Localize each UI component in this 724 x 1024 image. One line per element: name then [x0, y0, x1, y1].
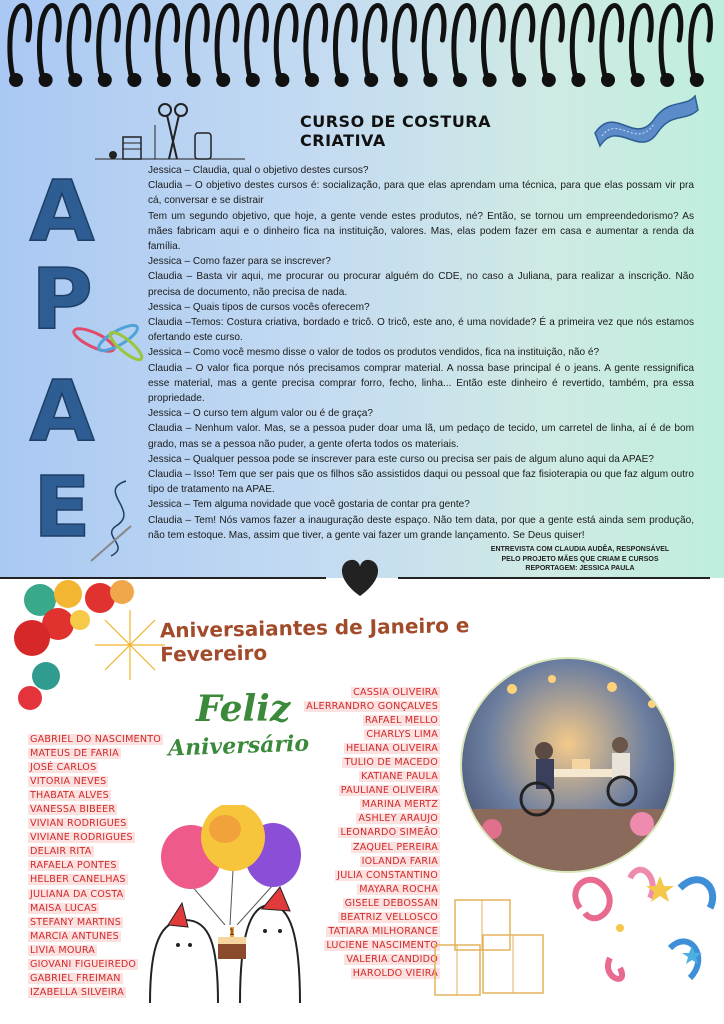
birthday-name: HELBER CANELHAS	[30, 874, 126, 886]
binding-hole-icon	[512, 73, 526, 87]
spiral-binding-ring-icon	[543, 6, 563, 80]
article-credits	[480, 545, 680, 574]
binding-hole-icon	[9, 73, 23, 87]
birthday-name: GABRIEL FREIMAN	[30, 972, 121, 984]
birthday-name: HAROLDO VIEIRA	[352, 967, 438, 979]
birthday-name: VALERIA CANDIDO	[346, 953, 438, 965]
birthday-name: JULIA CONSTANTINO	[337, 869, 438, 881]
interview-text	[148, 163, 694, 543]
apae-letter-text: P	[31, 258, 93, 338]
binding-hole-icon	[571, 73, 585, 87]
birthday-name: GABRIEL DO NASCIMENTO	[30, 734, 162, 745]
binding-hole-icon	[275, 73, 289, 87]
spiral-binding-ring-icon	[602, 6, 622, 80]
interview-line: Claudia – Nenhum valor. Mas, se a pessoa puder doar uma lã, um pedaço de tecido, um carretel de linha, aí é de bom grado, mas se a pessoa não puder, a gente oferta todos os materiais.	[148, 423, 694, 450]
birthday-name: IOLANDA FARIA	[361, 855, 438, 867]
credit-line: PELO PROJETO MÃES QUE CRIAM E CURSOS	[501, 555, 659, 563]
spiral-binding-ring-icon	[217, 6, 237, 80]
spiral-binding-ring-icon	[572, 6, 592, 80]
spiral-binding-ring-icon	[128, 6, 148, 80]
birthday-section-title: Aniversaiantes de Janeiro e Fevereiro	[159, 613, 470, 667]
spiral-binding-ring-icon	[188, 6, 208, 80]
birthday-name: JOSÉ CARLOS	[30, 762, 97, 774]
heart-icon	[338, 558, 382, 598]
spiral-binding-ring-icon	[158, 6, 178, 80]
spiral-binding-ring-icon	[276, 6, 296, 80]
interview-line: Jessica – Tem alguma novidade que você gostaria de contar pra gente?	[148, 499, 470, 511]
spiral-binding-ring-icon	[365, 6, 385, 80]
apae-letter-text: E	[33, 466, 91, 546]
interview-line: Jessica – Como fazer para se inscrever?	[148, 256, 331, 268]
binding-hole-icon	[690, 73, 704, 87]
birthday-name: MATEUS DE FARIA	[30, 748, 119, 760]
spiral-binding-ring-icon	[306, 6, 326, 80]
birthday-name: BEATRIZ VELLOSCO	[340, 911, 438, 923]
binding-hole-icon	[305, 73, 319, 87]
birthday-names-right	[300, 686, 440, 981]
spiral-binding	[0, 0, 724, 92]
confetti-icon	[560, 848, 724, 998]
interview-line: Claudia – Basta vir aqui, me procurar ou procurar alguém do CDE, no caso a Juliana, para realizar a inscrição. Não precisa de documento, não precisa de nada.	[148, 271, 694, 298]
interview-line: Jessica – Qualquer pessoa pode se inscrever para este curso ou precisa ser pais de algum aluno aqui da APAE?	[148, 453, 654, 465]
binding-hole-icon	[660, 73, 674, 87]
spiral-binding-ring-icon	[40, 6, 60, 80]
birthday-name: MARINA MERTZ	[361, 799, 438, 811]
birthday-name: LIVIA MOURA	[30, 944, 96, 956]
birthday-name: DELAIR RITA	[30, 846, 92, 858]
spiral-binding-ring-icon	[424, 6, 444, 80]
binding-hole-icon	[216, 73, 230, 87]
interview-line: Claudia – O valor fica porque nós precisamos comprar material. A nossa base principal é o jeans. A gente ressignifica esse material, mas a gente precisa comprar forro, fecho, linha... Então este dinheiro é revertido, também, pra essa propriedade.	[148, 362, 694, 405]
spiral-binding-ring-icon	[336, 6, 356, 80]
birthday-name: HELIANA OLIVEIRA	[345, 743, 438, 755]
birthday-name: THABATA ALVES	[30, 790, 109, 802]
birthday-name: RAFAEL MELLO	[364, 715, 438, 727]
birthday-party-photo	[460, 657, 676, 873]
birthday-name: VITORIA NEVES	[30, 776, 107, 788]
fireworks-icon	[90, 605, 170, 685]
birthday-name: JULIANA DA COSTA	[30, 888, 124, 900]
credit-line: REPORTAGEM: JESSICA PAULA	[525, 565, 635, 572]
birthday-name: TATIARA MILHORANCE	[328, 925, 438, 937]
birthday-name: VANESSA BIBEER	[30, 804, 116, 816]
needle-thread-icon	[86, 476, 146, 566]
binding-hole-icon	[483, 73, 497, 87]
binding-hole-icon	[542, 73, 556, 87]
apae-letter-text: A	[29, 370, 95, 450]
spiral-binding-ring-icon	[632, 6, 652, 80]
interview-line: Jessica – Como você mesmo disse o valor de todos os produtos vendidos, fica na instituição, não é?	[148, 347, 600, 359]
birthday-name: MAYARA ROCHA	[359, 883, 438, 895]
apae-letter-text: A	[29, 170, 95, 250]
interview-line: Tem um segundo objetivo, que hoje, a gente vende estes produtos, né? Então, se tornou um empreendedorismo? As mães fabricam aqui e o dinheiro fica na instituição, valores. Mas, elas podem fazer em casa e aumentar a renda da família.	[148, 210, 694, 253]
binding-hole-icon	[631, 73, 645, 87]
spiral-binding-ring-icon	[10, 6, 30, 80]
birthday-name: VIVIANE RODRIGUES	[30, 832, 133, 844]
binding-hole-icon	[423, 73, 437, 87]
divider-left	[0, 577, 326, 579]
spiral-binding-ring-icon	[247, 6, 267, 80]
binding-hole-icon	[39, 73, 53, 87]
spiral-binding-ring-icon	[513, 6, 533, 80]
interview-line: Claudia – Isso! Tem que ser pais que os filhos são assistidos daqui ou pessoal que faz fisioterapia ou que faz algum outro tipo de tratamento na APAE.	[148, 469, 694, 496]
binding-hole-icon	[127, 73, 141, 87]
divider-right	[398, 577, 710, 579]
interview-line: Claudia –Temos: Costura criativa, bordado e tricô. O tricô, este ano, é uma novidade? É a primeira vez que nós estamos ofertando este curso.	[148, 317, 694, 344]
birthday-name: MAISA LUCAS	[30, 902, 97, 914]
article-title: CURSO DE COSTURA CRIATIVA	[300, 112, 492, 150]
spiral-binding-ring-icon	[69, 6, 89, 80]
birthday-name: KATIANE PAULA	[361, 771, 438, 783]
spiral-binding-ring-icon	[99, 6, 119, 80]
binding-hole-icon	[601, 73, 615, 87]
birthday-name: VIVIAN RODRIGUES	[30, 818, 127, 830]
birthday-name: GISELE DEBOSSAN	[344, 897, 438, 909]
interview-line: Jessica – O curso tem algum valor ou é de graça?	[148, 408, 373, 420]
birthday-name: TULIO DE MACEDO	[344, 757, 438, 769]
binding-hole-icon	[453, 73, 467, 87]
interview-line: Jessica – Claudia, qual o objetivo destes cursos?	[148, 165, 369, 176]
sewing-tools-icon	[95, 95, 245, 165]
greeting-feliz: Feliz	[196, 688, 291, 730]
birthday-name: MARCIA ANTUNES	[30, 930, 119, 942]
birthday-name: LEONARDO SIMEÃO	[340, 827, 438, 839]
safety-pins-icon	[70, 318, 150, 364]
binding-hole-icon	[187, 73, 201, 87]
spiral-binding-ring-icon	[484, 6, 504, 80]
interview-line: Jessica – Quais tipos de cursos vocês oferecem?	[148, 301, 370, 313]
apae-letter-a2	[26, 370, 98, 450]
birthday-name: PAULIANE OLIVEIRA	[340, 785, 438, 797]
binding-hole-icon	[335, 73, 349, 87]
binding-hole-icon	[394, 73, 408, 87]
birthday-name: STEFANY MARTINS	[30, 916, 122, 928]
spiral-binding-ring-icon	[454, 6, 474, 80]
birthday-name: ASHLEY ARAUJO	[358, 813, 438, 825]
birthday-name: CHARLYS LIMA	[366, 729, 438, 741]
birthday-name: CASSIA OLIVEIRA	[353, 687, 438, 698]
birthday-name: ZAQUEL PEREIRA	[352, 841, 438, 853]
binding-hole-icon	[98, 73, 112, 87]
binding-hole-icon	[364, 73, 378, 87]
birthday-name: IZABELLA SILVEIRA	[30, 986, 125, 998]
birthday-name: GIOVANI FIGUEIREDO	[30, 958, 137, 970]
party-character-icon	[140, 885, 305, 1005]
birthday-name: ALERRANDRO GONÇALVES	[306, 701, 438, 713]
spiral-binding-ring-icon	[691, 6, 711, 80]
spiral-binding-ring-icon	[395, 6, 415, 80]
cake-number-label: 1	[229, 928, 235, 938]
birthday-name: LUCIENE NASCIMENTO	[326, 939, 438, 951]
gift-box-icon	[425, 885, 555, 1000]
binding-hole-icon	[246, 73, 260, 87]
interview-line: Claudia – Tem! Nós vamos fazer a inauguração deste espaço. Não tem data, por que a gente está ainda sem produção, não tem estoque. Mas, assim que tiver, a gente vai fazer um grande lançamento. Se Deus quiser!	[148, 514, 694, 541]
greeting-aniversario: Aniversário	[167, 730, 310, 762]
binding-hole-icon	[157, 73, 171, 87]
binding-hole-icon	[68, 73, 82, 87]
apae-letter-a1	[26, 170, 98, 250]
birthday-name: RAFAELA PONTES	[30, 860, 117, 872]
denim-ribbon-icon	[590, 88, 700, 158]
interview-line: Claudia – O objetivo destes cursos é: socialização, para que elas aprendam uma técnica, para que elas possam vir pra cá, conversar e se distrair	[148, 180, 694, 207]
credit-line: ENTREVISTA COM CLAUDIA AUDÊA, RESPONSÁVEL	[490, 546, 670, 553]
spiral-binding-ring-icon	[661, 6, 681, 80]
